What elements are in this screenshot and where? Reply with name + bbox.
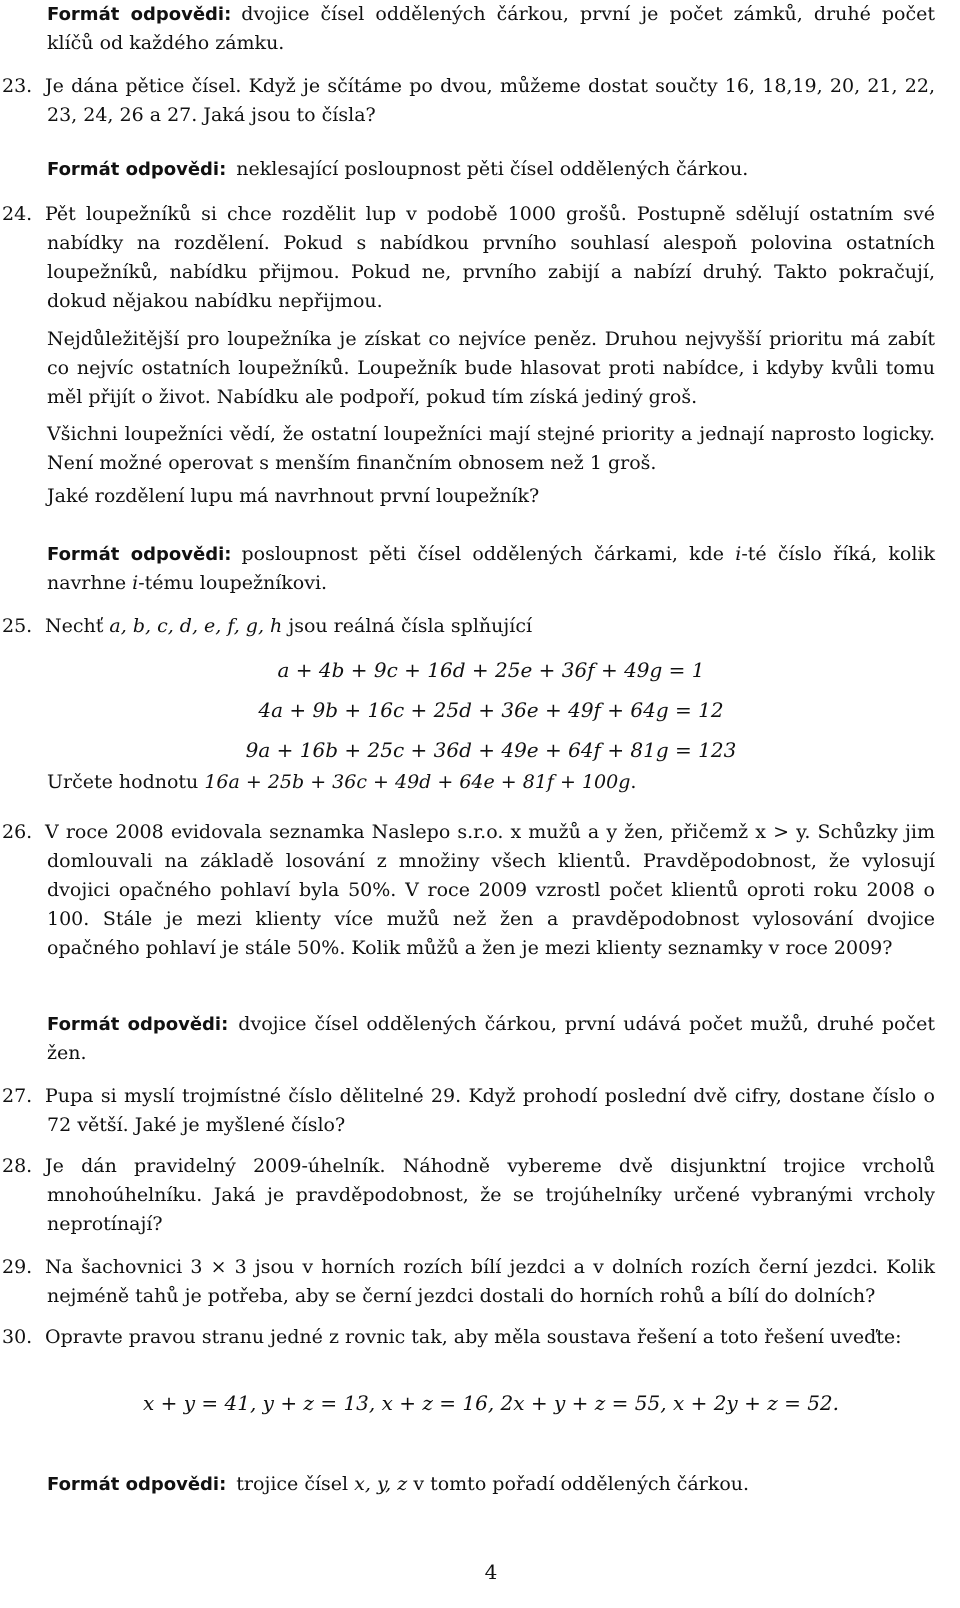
problem-number: 24. bbox=[2, 203, 33, 225]
problem-number: 29. bbox=[2, 1256, 33, 1278]
format-text-part: -tému loupežníkovi. bbox=[138, 572, 328, 594]
problem-23 bbox=[2, 72, 935, 130]
format-label: Formát odpovědi: bbox=[47, 544, 232, 565]
problem-number: 30. bbox=[2, 1326, 33, 1348]
problem-26-text: V roce 2008 evidovala seznamka Naslepo s.r.o. x mužů a y žen, přičemž x > y. Schůzky jim domlouvali na základě losování z množiny všech klientů. Pravděpodobnost, že vylosují dvojici opačného pohlaví byla 50%. V roce 2009 vzrostl počet klientů oproti roku 2008 o 100. Stále je mezi klienty více mužů než žen a pravděpodobnost vylosování dvojice opačného pohlaví je stále 50%. Kolik můžů a žen je mezi klienty seznamky v roce 2009? bbox=[45, 821, 935, 959]
problem-number: 25. bbox=[2, 615, 33, 637]
format-text-part: -té číslo říká, kolik navrhne bbox=[47, 543, 935, 594]
format-text-part: v tomto pořadí oddělených čárkou. bbox=[407, 1473, 750, 1495]
format-vars: x, y, z bbox=[354, 1473, 408, 1495]
problem-25 bbox=[2, 612, 935, 641]
format-text-part: posloupnost pěti čísel oddělených čárkami, kde bbox=[241, 543, 736, 565]
problem-26-format bbox=[47, 1010, 935, 1068]
problem-24-para-4-block bbox=[47, 482, 935, 511]
problem-23-text: Je dána pětice čísel. Když je sčítáme po dvou, můžeme dostat součty 16, 18,19, 20, 21, 22, 23, 24, 26 a 27. Jaká jsou to čísla? bbox=[45, 75, 935, 126]
problem-24-format bbox=[47, 540, 935, 598]
problem-26 bbox=[2, 818, 935, 963]
problem-30-format bbox=[47, 1470, 935, 1499]
problem-30-text: Opravte pravou stranu jedné z rovnic tak, aby měla soustava řešení a toto řešení uveďte: bbox=[45, 1326, 902, 1348]
problem-25-equations bbox=[47, 650, 935, 770]
problem-24-para-1: Pět loupežníků si chce rozdělit lup v podobě 1000 grošů. Postupně sdělují ostatním své nabídky na rozdělení. Pokud s nabídkou prvního souhlasí alespoň polovina ostatních loupežníků, nabídku přijmou. Pokud ne, prvního zabijí a nabízí druhý. Takto pokračují, dokud nějakou nabídku nepřijmou. bbox=[45, 203, 935, 312]
problem-29 bbox=[2, 1253, 935, 1311]
problem-25-intro: Nechť bbox=[45, 615, 110, 637]
problem-24-para-3: Všichni loupežníci vědí, že ostatní loupežníci mají stejné priority a jednají naprosto logicky. Není možné operovat s menším finančním obnosem než 1 groš. bbox=[47, 423, 935, 474]
problem-number: 23. bbox=[2, 75, 33, 97]
question-text: Určete hodnotu bbox=[47, 771, 205, 793]
problem-25-vars: a, b, c, d, e, f, g, h bbox=[109, 615, 283, 637]
problem-number: 28. bbox=[2, 1155, 33, 1177]
problem-30-equations bbox=[47, 1383, 935, 1423]
page-number: 4 bbox=[484, 1560, 498, 1584]
problem-23-format-text: neklesající posloupnost pěti čísel oddělených čárkou. bbox=[236, 158, 749, 180]
question-end: . bbox=[630, 771, 637, 793]
equation-system: x + y = 41, y + z = 13, x + z = 16, 2x + y + z = 55, x + 2y + z = 52. bbox=[142, 1391, 840, 1415]
format-label: Formát odpovědi: bbox=[47, 4, 232, 25]
question-expression: 16a + 25b + 36c + 49d + 64e + 81f + 100g bbox=[204, 771, 631, 793]
equation-2: 4a + 9b + 16c + 25d + 36e + 49f + 64g = 12 bbox=[258, 698, 724, 722]
problem-24-para-3-block bbox=[47, 420, 935, 478]
equation-3: 9a + 16b + 25c + 36d + 49e + 64f + 81g = 123 bbox=[245, 738, 737, 762]
format-var-i: i bbox=[132, 572, 139, 594]
format-var-i: i bbox=[735, 543, 742, 565]
problem-30 bbox=[2, 1323, 935, 1352]
problem-24-para-2-block bbox=[47, 325, 935, 412]
equation-1: a + 4b + 9c + 16d + 25e + 36f + 49g = 1 bbox=[277, 658, 705, 682]
problem-number: 27. bbox=[2, 1085, 33, 1107]
problem-22-format bbox=[47, 0, 935, 58]
problem-25-intro-end: jsou reálná čísla splňující bbox=[282, 615, 533, 637]
problem-26-format-text: dvojice čísel oddělených čárkou, první udává počet mužů, druhé počet žen. bbox=[47, 1013, 936, 1064]
problem-24 bbox=[2, 200, 935, 316]
problem-22-format-text: dvojice čísel oddělených čárkou, první je počet zámků, druhé počet klíčů od každého zámku. bbox=[47, 3, 935, 54]
problem-27 bbox=[2, 1082, 935, 1140]
problem-24-para-2: Nejdůležitější pro loupežníka je získat co nejvíce peněz. Druhou nejvyšší prioritu má zabít co nejvíc ostatních loupežníků. Loupežník bude hlasovat proti nabídce, i kdyby kvůli tomu měl přijít o život. Nabídku ale podpoří, pokud tím získá jediný groš. bbox=[47, 328, 935, 408]
format-label: Formát odpovědi: bbox=[47, 159, 227, 180]
problem-27-text: Pupa si myslí trojmístné číslo dělitelné 29. Když prohodí poslední dvě cifry, dostane číslo o 72 větší. Jaké je myšlené číslo? bbox=[45, 1085, 935, 1136]
format-text-part: trojice čísel bbox=[236, 1473, 355, 1495]
problem-24-para-4: Jaké rozdělení lupu má navrhnout první loupežník? bbox=[47, 485, 540, 507]
format-label: Formát odpovědi: bbox=[47, 1014, 229, 1035]
problem-29-text: Na šachovnici 3 × 3 jsou v horních rozích bílí jezdci a v dolních rozích černí jezdci. Kolik nejméně tahů je potřeba, aby se černí jezdci dostali do horních rohů a bílí do dolních? bbox=[45, 1256, 935, 1307]
format-label: Formát odpovědi: bbox=[47, 1474, 227, 1495]
problem-25-question bbox=[47, 768, 935, 797]
problem-number: 26. bbox=[2, 821, 33, 843]
problem-28-text: Je dán pravidelný 2009-úhelník. Náhodně vybereme dvě disjunktní trojice vrcholů mnohoúhelníku. Jaká je pravděpodobnost, že se trojúhelníky určené vybranými vrcholy neprotínají? bbox=[45, 1155, 935, 1235]
problem-23-format bbox=[47, 155, 935, 184]
problem-28 bbox=[2, 1152, 935, 1239]
